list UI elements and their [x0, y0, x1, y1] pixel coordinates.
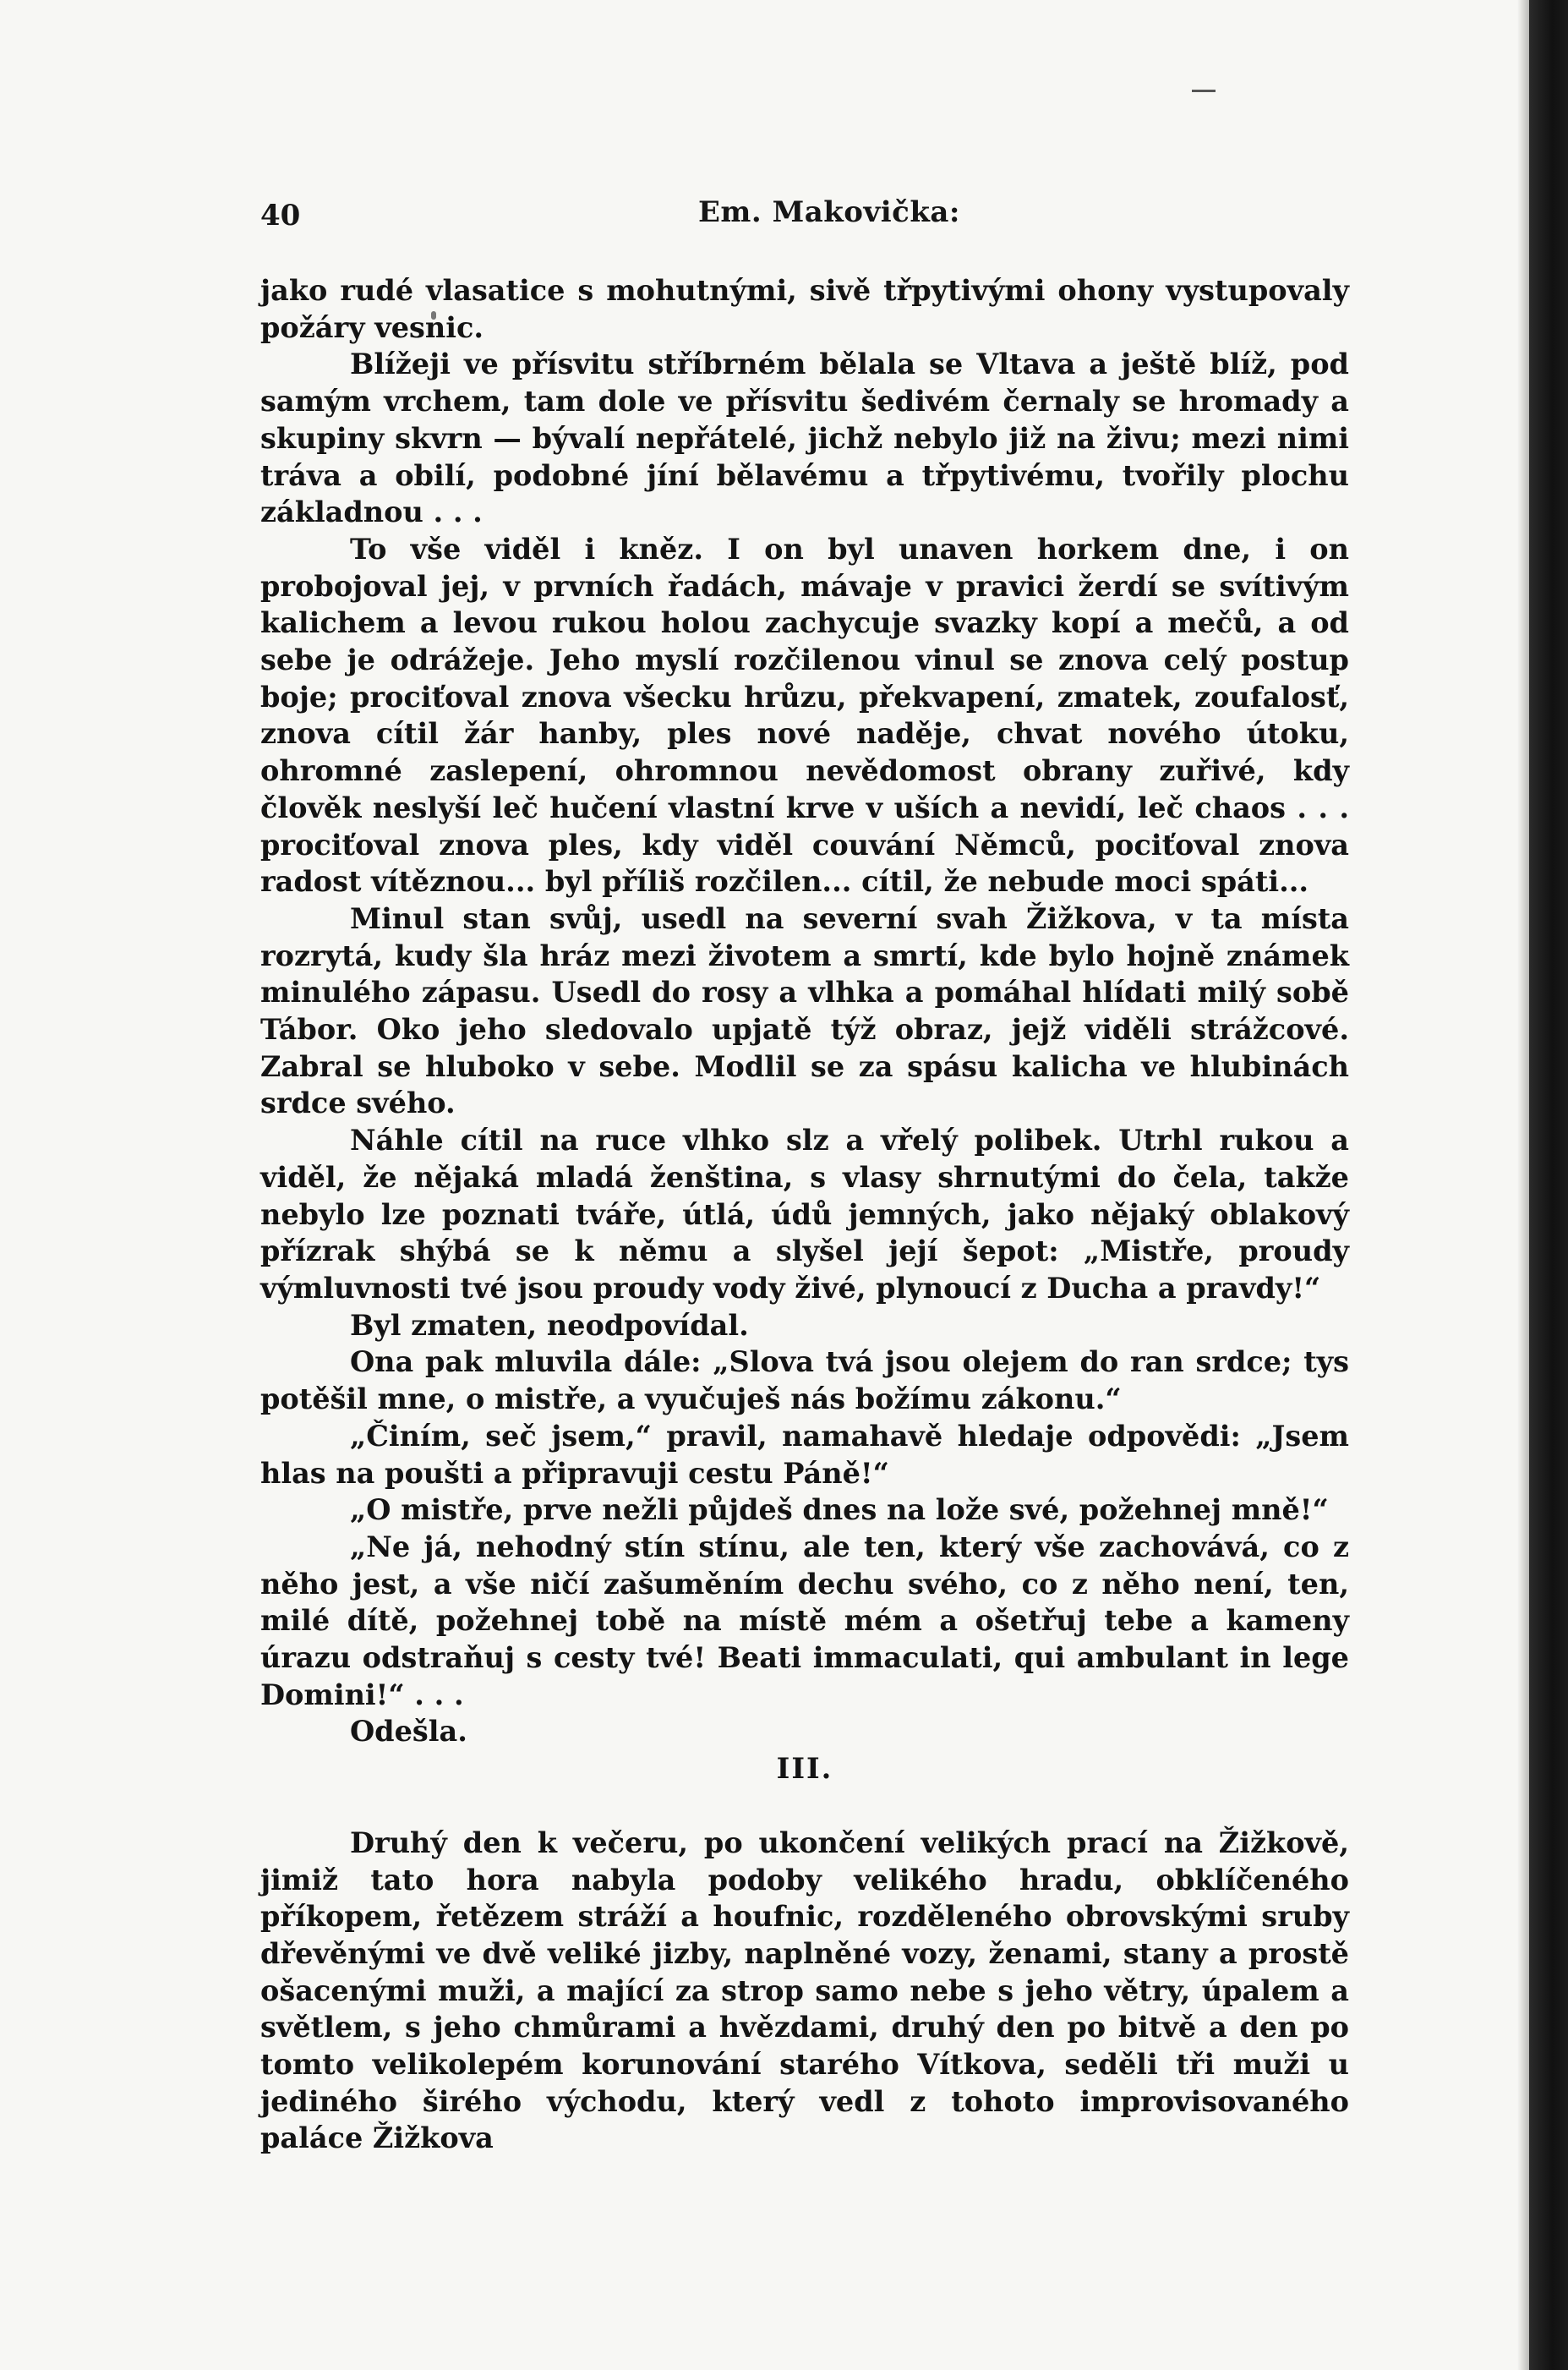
page-edge-shadow — [1517, 0, 1529, 2370]
paragraph: „Činím, seč jsem,“ pravil, namahavě hledaje odpovědi: „Jsem hlas na poušti a připravuji cestu Páně!“ — [260, 1419, 1349, 1490]
paragraph: Ona pak mluvila dále: „Slova tvá jsou olejem do ran srdce; tys potěšil mne, o mistře, a vyučuješ nás božímu zákonu.“ — [260, 1345, 1349, 1416]
paragraph: Byl zmaten, neodpovídal. — [350, 1308, 749, 1342]
paragraph: „Ne já, nehodný stín stínu, ale ten, který vše zachovává, co z něho jest, a vše ničí zašuměním dechu svého, co z něho není, ten, milé dítě, požehnej tobě na místě mém a ošetřuj tebe a kameny úrazu odstraňuj s cesty tvé! Beati immaculati, qui ambulant in lege Domini!“ . . . — [260, 1530, 1349, 1711]
paragraph: To vše viděl i kněz. I on byl unaven horkem dne, i on probojoval jej, v prvních řadách, mávaje v pravici žerdí se svítivým kalichem a levou rukou holou zachycuje svazky kopí a mečů, a od sebe je odrážeje. Jeho myslí rozčilenou vinul se znova celý postup boje; prociťoval znova všecku hrůzu, překvapení, zmatek, zoufalosť, znova cítil žár hanby, ples nové naděje, chvat nového útoku, ohromné zaslepení, ohromnou nevědomost obrany zuřivé, kdy člověk neslyší leč hučení vlastní krve v uších a nevidí, leč chaos . . . prociťoval znova ples, kdy viděl couvání Němců, pociťoval znova radost vítěznou... byl příliš rozčilen... cítil, že nebude moci spáti... — [260, 532, 1349, 899]
scan-border — [1529, 0, 1568, 2370]
paragraph: Odešla. — [350, 1715, 467, 1749]
paragraph: Náhle cítil na ruce vlhko slz a vřelý polibek. Utrhl rukou a viděl, že nějaká mladá ženština, s vlasy shrnutými do čela, takže nebylo lze poznati tváře, útlá, údů jemných, jako nějaký oblakový přízrak shýbá se k němu a slyšel její šepot: „Mistře, proudy výmluvnosti tvé jsou proudy vody živé, plynoucí z Ducha a pravdy!“ — [260, 1124, 1349, 1305]
page-header — [260, 190, 1349, 241]
scan-mark — [1192, 90, 1216, 92]
body-text — [260, 272, 1349, 2157]
paragraph: Minul stan svůj, usedl na severní svah Žižkova, v ta místa rozrytá, kudy šla hráz mezi životem a smrtí, kde bylo hojně známek minulého zápasu. Usedl do rosy a vlhka a pomáhal hlídati milý sobě Tábor. Oko jeho sledovalo upjatě týž obraz, jejž viděli strážcové. Zabral se hluboko v sebe. Modlil se za spásu kalicha ve hlubinách srdce svého. — [260, 901, 1349, 1120]
paragraph: „O mistře, prve nežli půjdeš dnes na lože své, požehnej mně!“ — [350, 1493, 1329, 1527]
paragraph: jako rudé vlasatice s mohutnými, sivě třpytivými ohony vystupovaly požáry vesnic. — [260, 274, 1349, 344]
running-head: Em. Makovička: — [698, 195, 960, 229]
paragraph: Blížeji ve přísvitu stříbrném bělala se Vltava a ještě blíž, pod samým vrchem, tam dole ve přísvitu šedivém černaly se hromady a skupiny skvrn — bývalí nepřátelé, jichž nebylo již na živu; mezi nimi tráva a obilí, podobné jíní bělavému a třpytivému, tvořily plochu základnou . . . — [260, 348, 1349, 529]
page-number: 40 — [260, 199, 301, 233]
paragraph: Druhý den k večeru, po ukončení velikých prací na Žižkově, jimiž tato hora nabyla podoby velikého hradu, obklíčeného příkopem, řetězem stráží a houfnic, rozděleného obrovskými sruby dřevěnými ve dvě veliké jizby, naplněné vozy, ženami, stany a prostě ošacenými muži, a mající za strop samo nebe s jeho větry, úpalem a světlem, s jeho chmůrami a hvězdami, druhý den po bitvě a den po tomto velikolepém korunování starého Vítkova, seděli tři muži u jediného širého východu, který vedl z tohoto improvisovaného paláce Žižkova — [260, 1825, 1349, 2155]
section-heading: III. — [776, 1752, 833, 1786]
